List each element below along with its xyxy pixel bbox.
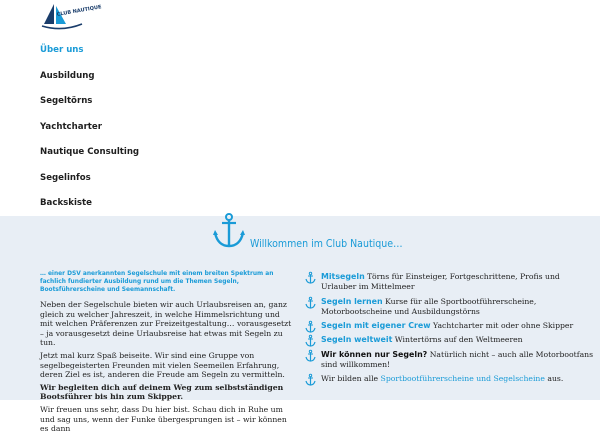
feature-text: Wintertörns auf den Weltmeeren (392, 335, 523, 345)
feature-item (305, 297, 595, 318)
intro-paragraph: Neben der Segelschule bieten wir auch Urlaubsreisen an, ganz gleich zu welcher Jahreszeit, in welche Himmelsrichtung und mit welchen Präferenzen zur Freizeitgestaltung… vorausgesetzt – ja vorausgesetzt deine Urlaubsreise hat etwas mit Segeln zu tun. (40, 300, 292, 348)
nav-item-segelinfos[interactable]: Segelinfos (40, 172, 91, 183)
nav-item-yachtcharter[interactable]: Yachtcharter (40, 121, 102, 132)
feature-list (305, 272, 595, 389)
feature-item (305, 272, 595, 293)
anchor-bullet-icon (305, 272, 316, 284)
anchor-bullet-icon (305, 321, 316, 333)
feature-text: Wir bilden alle (321, 374, 381, 384)
intro-bold-paragraph: Wir begleiten dich auf deinem Weg zum selbstständigen Bootsführer bis hin zum Skipper. (40, 382, 284, 402)
main-nav (40, 38, 139, 217)
feature-heading-motorboot: Wir können nur Segeln? (321, 349, 428, 359)
intro-paragraph: Wir freuen uns sehr, dass Du hier bist. Schau dich in Ruhe um und sag uns, wenn der Funke übergesprungen ist – wir können es dann (40, 404, 287, 434)
anchor-bullet-icon (305, 335, 316, 347)
feature-link-segeln-weltweit[interactable]: Segeln weltweit (321, 335, 393, 345)
feature-item (305, 335, 595, 345)
feature-link-fuehrerscheine[interactable]: Sportbootführerscheine und Segelscheine (380, 374, 545, 384)
feature-text: Törns für Einsteiger, Fortgeschrittene, Profis und Urlauber im Mittelmeer (321, 272, 560, 292)
feature-link-eigene-crew[interactable]: Segeln mit eigener Crew (321, 321, 431, 331)
anchor-bullet-icon (305, 297, 316, 309)
welcome-heading: Willkommen im Club Nautique… (250, 238, 403, 250)
feature-item (305, 374, 595, 384)
intro-paragraph: Jetzt mal kurz Spaß beiseite. Wir sind eine Gruppe von segelbegeisterten Freunden mit vielen Seemeilen Erfahrung, deren Ziel es ist, anderen die Freude am Segeln zu vermitteln. (40, 350, 285, 380)
nav-item-ueber-uns[interactable]: Über uns (40, 45, 84, 55)
feature-text: aus. (544, 374, 564, 384)
feature-item (305, 321, 595, 331)
feature-text: Yachtcharter mit oder ohne Skipper (430, 321, 574, 331)
svg-text:CLUB NAUTIQUE: CLUB NAUTIQUE (56, 4, 102, 18)
intro-column (40, 270, 295, 437)
intro-lead: … einer DSV anerkannten Segelschule mit einem breiten Spektrum an fachlich fundierter Ausbildung rund um die Themen Segeln, Bootsführerscheine und Seemannschaft. (40, 271, 274, 293)
feature-text: Kurse für alle Sportbootführerscheine, Motorbootscheine und Ausbildungstörns (321, 296, 537, 316)
feature-item (305, 350, 595, 371)
anchor-bullet-icon (305, 350, 316, 362)
club-nautique-logo[interactable] (40, 2, 102, 32)
anchor-icon (212, 213, 246, 249)
feature-link-mitsegeln[interactable]: Mitsegeln (321, 272, 365, 281)
nav-item-ausbildung[interactable]: Ausbildung (40, 70, 95, 81)
nav-item-segeltoerns[interactable]: Segeltörns (40, 96, 93, 106)
feature-text: Natürlich nicht – auch alle Motorbootfans sind willkommen! (321, 349, 594, 370)
anchor-bullet-icon (305, 374, 316, 386)
logo-sail-icon (44, 4, 54, 24)
nav-item-backskiste[interactable]: Backskiste (40, 198, 92, 208)
feature-link-segeln-lernen[interactable]: Segeln lernen (321, 296, 383, 306)
nav-item-nautique-consulting[interactable]: Nautique Consulting (40, 147, 140, 157)
